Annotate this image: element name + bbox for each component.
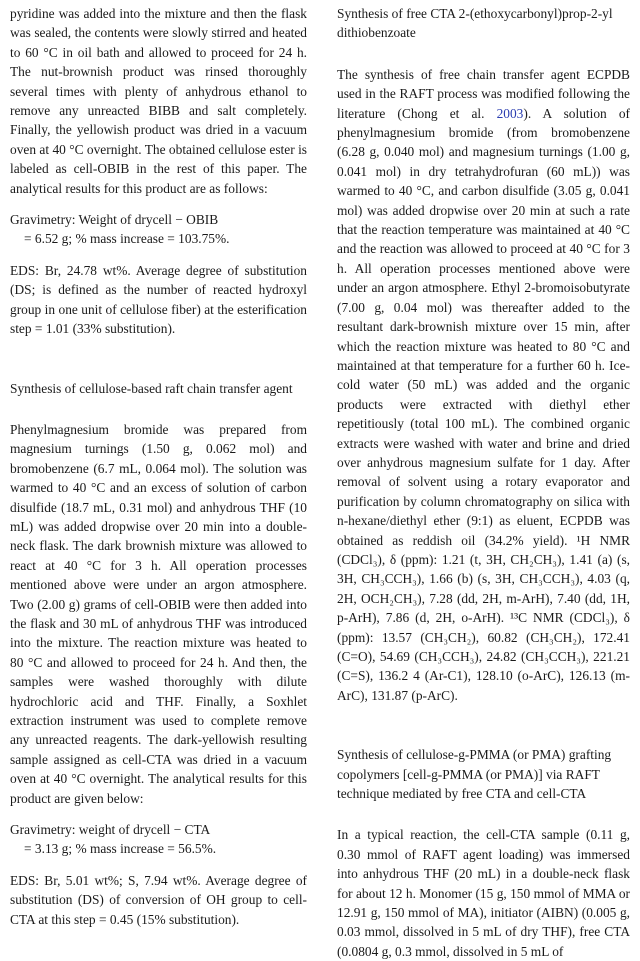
free-cta-synthesis-paragraph bbox=[337, 65, 630, 705]
cell-cta-synthesis-paragraph: Phenylmagnesium bromide was prepared from magnesium turnings (1.50 g, 0.062 mol) and bromobenzene (6.7 mL, 0.064 mol). The solution was warmed to 40 °C and an excess of solution of carbon disulfide (18.7 mL, 0.31 mol) and anhydrous THF (10 mL) was added dropwise over 20 min into a double-neck flask. The dark brownish mixture was allowed to react at 40 °C for 3 h. All operation processes mentioned above were under an argon atmosphere. Two (2.00 g) grams of cell-OBIB were then added into the flask and 30 mL of anhydrous THF was introduced into the mixture. The reaction mixture was heated to 80 °C and allowed to proceed for 24 h. And then, the samples were washed thoroughly with dilute hydrochloric acid and THF. Finally, a Soxhlet extraction instrument was used to complete remove any unreacted reagents. The dark-yellowish resulting sample assigned as cell-CTA was dried in a vacuum oven at 40 °C overnight. The analytical results for this product are given below: bbox=[10, 421, 307, 806]
section-heading-grafting-copolymers: Synthesis of cellulose-g-PMMA (or PMA) grafting copolymers [cell-g-PMMA (or PMA)] via RAFT technique mediated by free CTA and cell-CTA bbox=[337, 747, 612, 802]
section-heading-free-cta: Synthesis of free CTA 2-(ethoxycarbonyl)prop-2-yl dithiobenzoate bbox=[337, 6, 613, 41]
grafting-procedure-paragraph: In a typical reaction, the cell-CTA sample (0.11 g, 0.30 mmol of RAFT agent loading) was immersed into anhydrous THF (20 mL) in a double-neck flask for about 12 h. Monomer (15 g, 150 mmol of MMA or 12.91 g, 150 mmol of MA), initiator (AIBN) (0.005 g, 0.03 mmol, dissolved in 5 mL of dry THF), free CTA (0.0804 g, 0.3 mmol, dissolved in 5 mL of bbox=[337, 827, 630, 959]
gravimetry-cell-cta-result: = 3.13 g; % mass increase = 56.5%. bbox=[24, 841, 217, 857]
intro-paragraph: pyridine was added into the mixture and then the flask was sealed, the contents were slowly stirred and heated to 60 °C in oil bath and allowed to proceed for 24 h. The nut-brownish product was rinsed thoroughly several times with plenty of anhydrous ethanol to remove any unreacted BIBB and salt completely. Finally, the yellowish product was dried in a vacuum oven at 40 °C overnight. The obtained cellulose ester is labeled as cell-OBIB in the rest of this paper. The analytical results for this product are as follows: bbox=[10, 6, 307, 196]
citation-link-chong-2003[interactable]: 2003 bbox=[496, 105, 524, 121]
gravimetry-cell-obib-label: Gravimetry: Weight of drycell − OBIB bbox=[10, 212, 219, 228]
eds-cell-obib-paragraph: EDS: Br, 24.78 wt%. Average degree of substitution (DS; is defined as the number of reacted hydroxyl group in one unit of cellulose fiber) at the esterification step = 1.01 (33% substitution). bbox=[10, 262, 307, 337]
free-cta-text-before-citation: The synthesis of free chain transfer agent ECPDB used in the RAFT process was modified following the literature (Chong et al. bbox=[337, 66, 630, 121]
free-cta-text-after-citation: ). A solution of phenylmagnesium bromide (from bromobenzene (6.28 g, 0.040 mol) and magnesium turnings (1.00 g, 0.041 mol) in dry tetrahydrofuran (60 mL)) was warmed to 40 °C, and carbon disulfide (3.05 g, 0.041 mol) was added dropwise over 20 min at such a rate that the reaction temperature was maintained at 40 °C and the reaction was allowed to proceed at 40 °C for 3 h. All operation processes mentioned above were under an argon atmosphere. Ethyl 2-bromoisobutyrate (7.00 g, 0.04 mol) was thereafter added to the resultant dark-brownish mixture over 15 min, after which the reaction mixture was heated to 80 °C and maintained at that temperature for a further 60 h. Ice-cold water (50 mL) was added and the organic products were extracted with diethyl ether repetitiously (total 100 mL). The combined organic extracts were washed with water and brine and dried over anhydrous magnesium sulfate for 1 day. After removal of solvent using a rotary evaporator and purification by column chromatography on silica with n-hexane/diethyl ether (9:1) as eluent, ECPDB was obtained as reddish oil (34.2% yield). ¹H NMR (CDCl₃), δ (ppm): 1.21 (t, 3H, CH₂CH₃), 1.41 (a) (s, 3H, CH₃CCH₃), 1.66 (b) (s, 3H, CH₃CCH₃), 4.03 (q, 2H, OCH₂CH₃), 7.28 (dd, 2H, m-ArH), 7.40 (dd, 1H, p-ArH), 7.86 (d, 2H, o-ArH). ¹³C NMR (CDCl₃), δ (ppm): 13.57 (CH₃CH₂), 60.82 (CH₃CH₂), 172.41 (C=O), 54.69 (CH₃CCH₃), 24.82 (CH₃CCH₃), 221.21 (C=S), 136.2 4 (Ar-C1), 128.10 (o-ArC), 126.13 (m-ArC), 131.87 (p-ArC). bbox=[337, 105, 630, 703]
right-column bbox=[337, 4, 630, 961]
gravimetry-cell-obib-result: = 6.52 g; % mass increase = 103.75%. bbox=[24, 231, 230, 247]
left-column bbox=[10, 4, 307, 929]
section-heading-cellulose-raft-cta: Synthesis of cellulose-based raft chain transfer agent bbox=[10, 380, 293, 396]
eds-cell-cta-paragraph: EDS: Br, 5.01 wt%; S, 7.94 wt%. Average degree of substitution (DS) of conversion of OH group to cell-CTA at this step = 0.45 (15% substitution). bbox=[10, 872, 307, 927]
gravimetry-cell-cta-label: Gravimetry: weight of drycell − CTA bbox=[10, 822, 211, 838]
